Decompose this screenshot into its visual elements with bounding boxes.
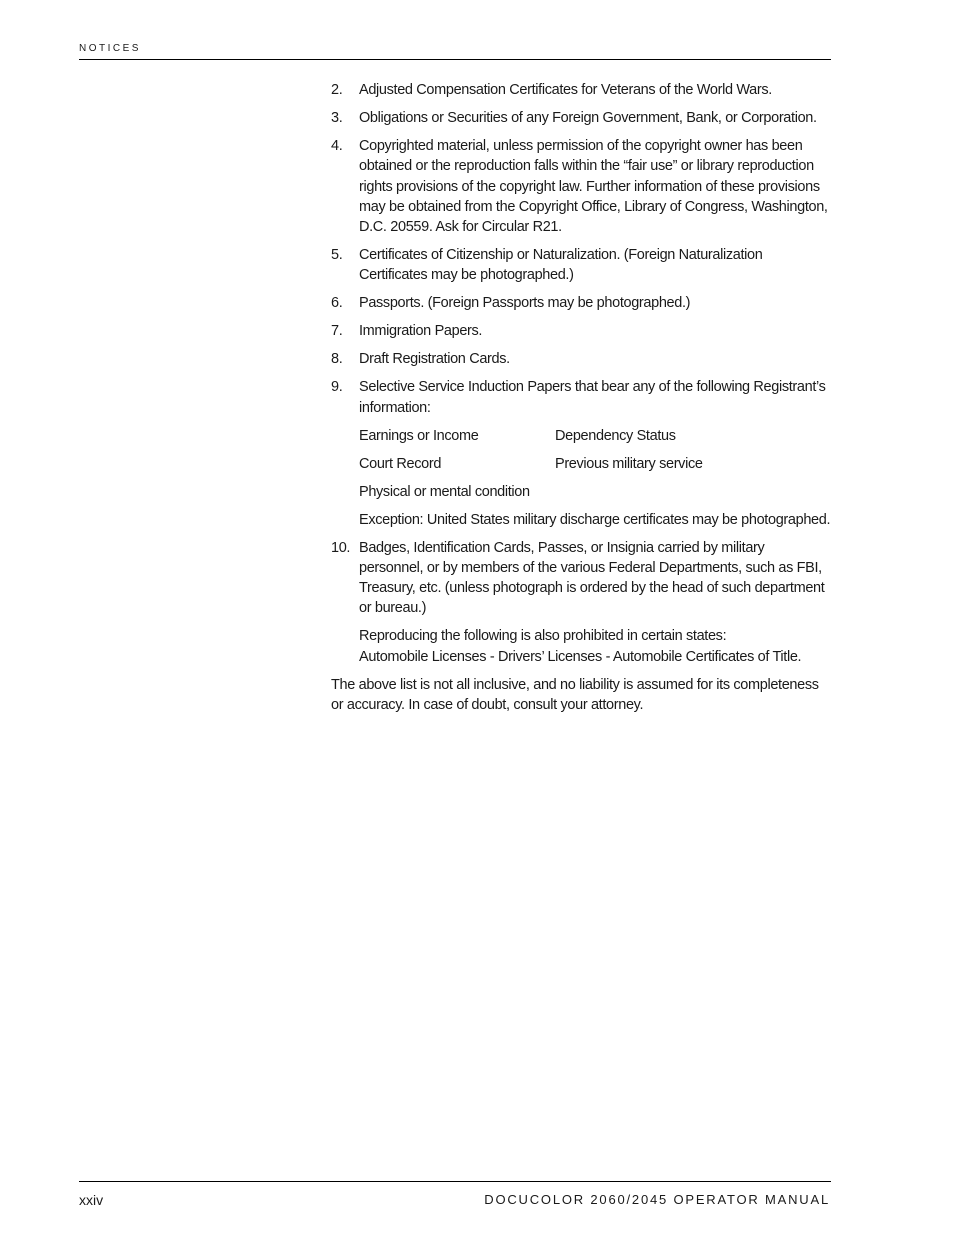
header-divider [79,59,831,60]
item-text: Copyrighted material, unless permission of the copyright owner has been obtained or the reproduction falls within the “fair use” or library reproduction rights provisions of the copyright law. Further information of these provisions may be obtained from the Copyright Office, Library of Congress, Washington, D.C. 20559. Ask for Circular R21. [359,137,828,236]
item-text: Adjusted Compensation Certificates for Veterans of the World Wars. [359,82,772,98]
item-text: Obligations or Securities of any Foreign Government, Bank, or Corporation. [359,109,817,126]
item-number: 8. [331,351,343,368]
registrant-info-row [359,454,831,474]
registrant-info-cell: Dependency Status [555,427,676,444]
item-text: Certificates of Citizenship or Naturalization. (Foreign Naturalization Certificates may be photographed.) [359,247,763,284]
item-text: Immigration Papers. [359,323,483,340]
list-item [331,349,831,369]
item-text: Badges, Identification Cards, Passes, or Insignia carried by military personnel, or by members of the various Federal Departments, such as FBI, Treasury, etc. (unless photograph is ordered by the head of such department or bureau.) [359,539,825,617]
list-item [331,108,831,128]
item-number: 4. [331,137,343,154]
states-note [359,626,831,667]
item-number: 5. [331,247,343,264]
list-item [331,377,831,418]
list-item [331,136,831,237]
page-number: xxiv [79,1192,104,1208]
registrant-info-cell: Physical or mental condition [359,483,530,500]
item-number: 9. [331,379,343,396]
manual-title: DOCUCOLOR 2060/2045 OPERATOR MANUAL [484,1192,830,1207]
states-note-line: Automobile Licenses - Drivers’ Licenses - Automobile Certificates of Title. [359,648,802,665]
list-item [331,293,831,313]
notice-content [331,80,831,715]
registrant-info-row [359,426,831,446]
item-text: Draft Registration Cards. [359,351,510,368]
item-text: Selective Service Induction Papers that bear any of the following Registrant’s information: [359,379,826,416]
exception-note: Exception: United States military discharge certificates may be photographed. [359,511,831,528]
item-number: 3. [331,109,343,126]
list-item [331,538,831,619]
list-item [331,245,831,286]
running-header [79,38,831,54]
registrant-info-row [359,482,831,502]
registrant-info-cell: Court Record [359,455,442,472]
item-number: 2. [331,82,343,98]
states-note-line: Reproducing the following is also prohibited in certain states: [359,628,727,645]
section-title: notices [79,38,141,54]
item-text: Passports. (Foreign Passports may be photographed.) [359,295,691,312]
item-number: 7. [331,323,343,340]
list-item [331,321,831,341]
registrant-info-cell: Previous military service [555,455,703,472]
closing-paragraph: The above list is not all inclusive, and no liability is assumed for its completeness or accuracy. In case of doubt, consult your attorney. [331,676,819,714]
item-number: 6. [331,295,343,312]
footer-divider [79,1181,831,1182]
registrant-info-cell: Earnings or Income [359,427,479,444]
list-item [331,80,831,100]
item-number: 10. [331,539,351,556]
